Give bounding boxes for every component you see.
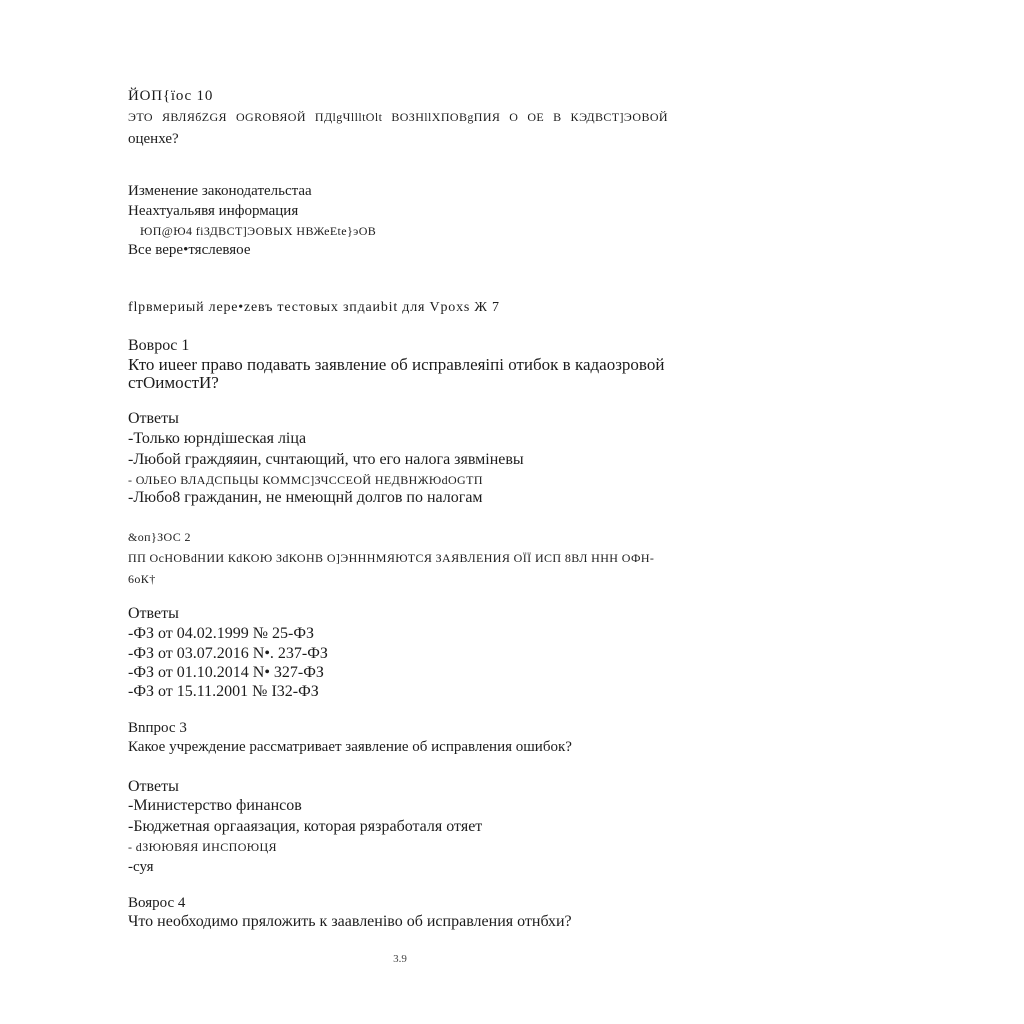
q10-answer-4: Все вере•тяслевяое: [128, 242, 251, 258]
q10-text-line2: оценхе?: [128, 131, 179, 147]
q1-heading: Вовроc 1: [128, 337, 190, 354]
q4-heading: Воярос 4: [128, 895, 186, 911]
q2-answer-4: -ФЗ от 15.11.2001 № I32-ФЗ: [128, 683, 319, 700]
q3-answer-4: -суя: [128, 859, 154, 875]
q10-answer-3: ЮП@Ю4 fiЗДВСТ]ЭОВЫХ НВЖеЕtе}эОВ: [140, 224, 377, 238]
q10-answer-1: Изменение законодательстаа: [128, 183, 312, 199]
q1-text-line1: Кто иueer право подавать заявление об исправлеяiпi отибок в кадаозровой: [128, 355, 665, 374]
q2-answer-1: -ФЗ от 04.02.1999 № 25-ФЗ: [128, 625, 315, 642]
q10-heading: ЙОП{їос 10: [128, 88, 214, 104]
q2-answers-label: Ответы: [128, 605, 179, 622]
q1-answers-label: Ответы: [128, 410, 179, 427]
q1-answer-3: - ОЛЬЕО ВЛАДСПЬЦЫ КОММС]ЗЧССЕОЙ НЕДВНЖЮdОGТП: [128, 473, 483, 487]
q1-answer-4: -Любо8 гражданин, не нмеющнй долгов по налогам: [128, 489, 483, 506]
q10-text-line1: ЭТО ЯВЛЯбZGЯ ОGROВЯОЙ ПДlgЧllltOlt ВОЗНllХПОВgПИЯ О ОЕ В КЭДВСТ]ЭОВОЙ: [128, 110, 668, 124]
page-number: 3.9: [393, 953, 407, 965]
q3-answer-1: -Министерство финансов: [128, 797, 302, 814]
q3-answer-3: - dЗЮЮВЯЯ ИНСПОЮЦЯ: [128, 840, 277, 854]
section-title: flрвмериый лере•zевъ тестовых зпдаиbit для Vpoxs Ж 7: [128, 300, 500, 315]
q1-answer-2: -Любой граждяяин, счнтающий, что его налога зявмiневы: [128, 451, 524, 468]
q3-answers-label: Ответы: [128, 778, 179, 795]
q3-answer-2: -Бюджетная оргааязация, которая рязработаля отяет: [128, 818, 483, 835]
q10-answer-2: Неахтуальявя информация: [128, 203, 299, 219]
q2-text-line2: 6оК†: [128, 572, 156, 586]
q1-text-line2: стОимостИ?: [128, 373, 219, 392]
q1-answer-1: -Только юрндiшеская лiца: [128, 430, 307, 447]
q2-heading: &оп}ЗОС 2: [128, 530, 191, 544]
q3-text-line1: Какое учреждение рассматривает заявление об исправления ошибок?: [128, 739, 572, 755]
q4-text-line1: Что необходимо пряложить к заавленiво об исправления отнбхи?: [128, 913, 572, 930]
q3-heading: Вnпрос 3: [128, 720, 187, 736]
q2-answer-2: -ФЗ от 03.07.2016 N•. 237-ФЗ: [128, 645, 328, 662]
q2-text-line1: ПП ОсНОВdНИИ КdКОЮ ЗdКОНВ О]ЭНННМЯЮТСЯ ЗАЯВЛЕНИЯ ОЇЇ ИСП 8ВЛ ННН ОФН-: [128, 551, 655, 565]
q2-answer-3: -ФЗ от 01.10.2014 N• 327-ФЗ: [128, 664, 324, 681]
